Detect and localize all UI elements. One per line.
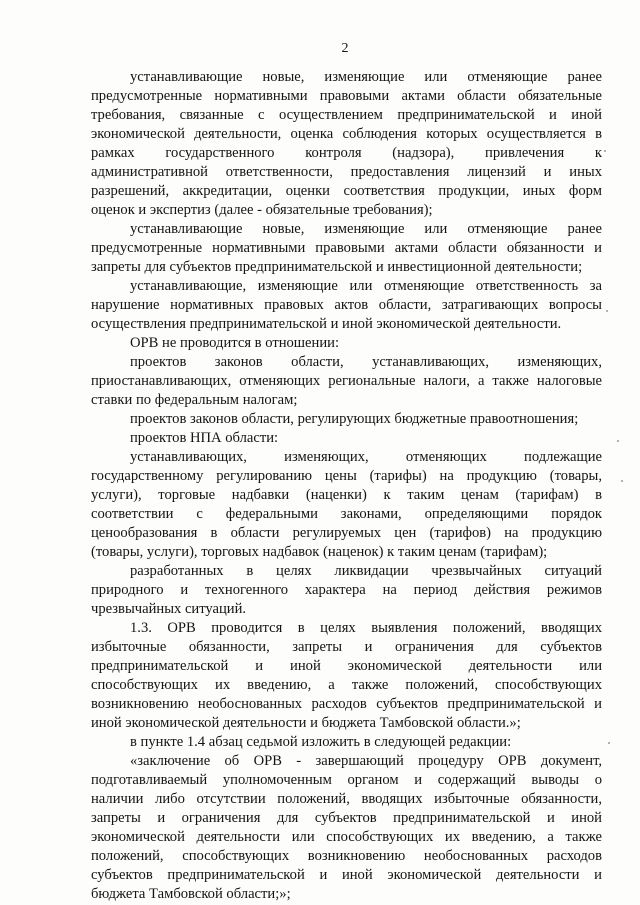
- text-line: возникновению необоснованных расходов субъектов предпринимательской и: [91, 696, 602, 712]
- text-line: проектов законов области, регулирующих бюджетные правоотношения;: [130, 411, 579, 427]
- text-line: наличии либо отсутствии положений, вводящих избыточные обязанности,: [91, 791, 602, 807]
- text-line: природного и техногенного характера на период действия режимов: [91, 582, 602, 598]
- scan-speck: [604, 150, 606, 152]
- text-line: услуги), торговые надбавки (наценки) к таким ценам (тарифам) в: [91, 487, 602, 503]
- text-line: избыточные обязанности, запреты и ограничения для субъектов: [91, 639, 602, 655]
- text-line: проектов законов области, устанавливающих, изменяющих,: [130, 354, 602, 370]
- text-line: разработанных в целях ликвидации чрезвычайных ситуаций: [130, 563, 602, 579]
- text-line: запреты для субъектов предпринимательской и инвестиционной деятельности;: [91, 259, 583, 275]
- text-line: экономической деятельности, оценка соблюдения которых осуществляется в: [91, 126, 602, 142]
- scan-speck: [608, 742, 610, 744]
- text-line: «заключение об ОРВ - завершающий процедуру ОРВ документ,: [130, 753, 602, 769]
- text-line: проектов НПА области:: [130, 430, 279, 446]
- text-line: подготавливаемый уполномоченным органом и содержащий выводы о: [91, 772, 602, 788]
- text-line: административной ответственности, предоставления лицензий и иных: [91, 164, 602, 180]
- text-line: бюджета Тамбовской области;»;: [91, 886, 291, 902]
- text-line: экономической деятельности или способствующих их введению, а также: [91, 829, 602, 845]
- text-line: субъектов предпринимательской и иной экономической деятельности и: [91, 867, 602, 883]
- text-line: (товары, услуги), торговых надбавок (наценок) к таким ценам (тарифам);: [91, 544, 548, 560]
- text-line: запреты и ограничения для субъектов предпринимательской и иной: [91, 810, 602, 826]
- text-line: предусмотренные нормативными правовыми актами области обязанности и: [91, 240, 602, 256]
- text-line: устанавливающие новые, изменяющие или отменяющие ранее: [130, 69, 602, 85]
- scan-speck: [621, 480, 623, 482]
- text-line: положений, способствующих возникновению необоснованных расходов: [91, 848, 602, 864]
- text-line: способствующих их введению, а также положений, способствующих: [91, 677, 602, 693]
- text-line: соответствии с федеральными законами, определяющими порядок: [91, 506, 602, 522]
- text-line: рамках государственного контроля (надзора), привлечения к: [91, 145, 602, 161]
- text-line: нарушение нормативных правовых актов области, затрагивающих вопросы: [91, 297, 602, 313]
- text-line: требования, связанные с осуществлением предпринимательской и иной: [91, 107, 602, 123]
- scan-speck: [617, 440, 619, 442]
- text-line: чрезвычайных ситуаций.: [91, 601, 247, 617]
- text-line: предусмотренные нормативными правовыми актами области обязательные: [91, 88, 602, 104]
- scan-speck: [606, 310, 608, 312]
- text-line: приостанавливающих, отменяющих региональные налоги, а также налоговые: [91, 373, 602, 389]
- text-line: 1.3. ОРВ проводится в целях выявления положений, вводящих: [130, 620, 602, 636]
- text-line: устанавливающих, изменяющих, отменяющих подлежащие: [130, 449, 602, 465]
- text-line: разрешений, аккредитации, оценки соответствия продукции, иных форм: [91, 183, 602, 199]
- text-line: ОРВ не проводится в отношении:: [130, 335, 340, 351]
- text-line: ценообразования в области регулируемых цен (тарифов) на продукцию: [91, 525, 602, 541]
- text-line: в пункте 1.4 абзац седьмой изложить в следующей редакции:: [130, 734, 512, 750]
- page-number: 2: [341, 41, 349, 56]
- text-line: устанавливающие, изменяющие или отменяющие ответственность за: [130, 278, 602, 294]
- text-line: иной экономической деятельности и бюджета Тамбовской области.»;: [91, 715, 521, 731]
- text-line: осуществления предпринимательской и иной экономической деятельности.: [91, 316, 562, 332]
- text-line: ставки по федеральным налогам;: [91, 392, 298, 408]
- text-line: оценок и экспертиз (далее - обязательные требования);: [91, 202, 433, 218]
- text-line: предпринимательской и иной экономической деятельности или: [91, 658, 602, 674]
- text-line: устанавливающие новые, изменяющие или отменяющие ранее: [130, 221, 602, 237]
- text-line: государственному регулированию цены (тарифы) на продукцию (товары,: [91, 468, 602, 484]
- document-body: [91, 68, 602, 904]
